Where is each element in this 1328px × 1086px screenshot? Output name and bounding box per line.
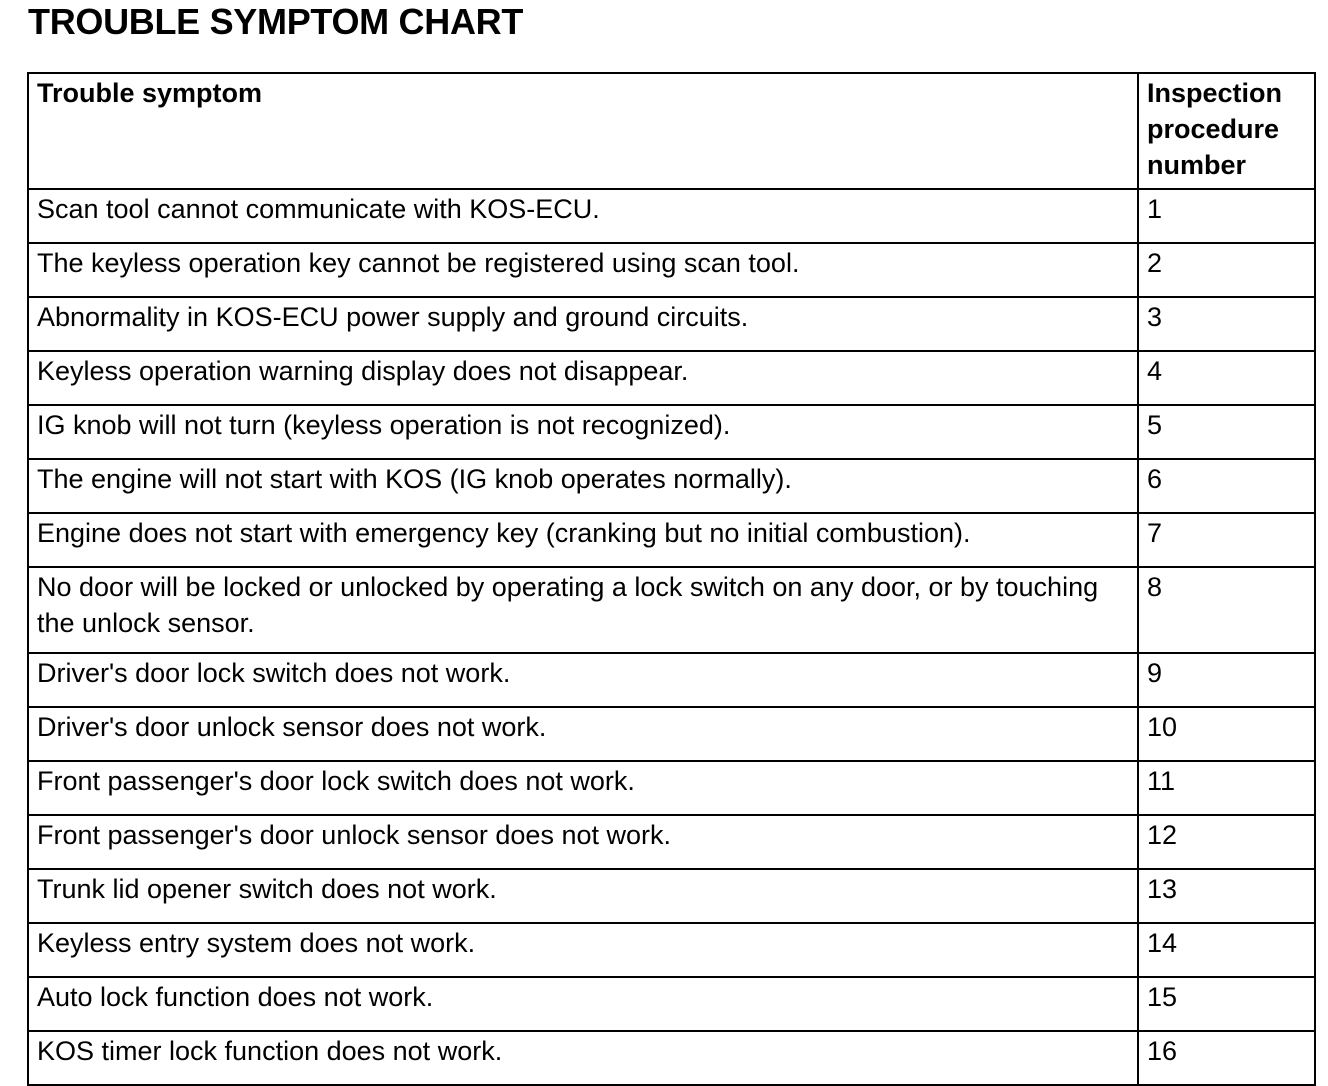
symptom-cell: The engine will not start with KOS (IG knob operates normally). (28, 459, 1138, 513)
page-title: TROUBLE SYMPTOM CHART (28, 1, 524, 42)
table-row (28, 707, 1315, 761)
table-header-row (28, 73, 1315, 189)
header-inspection-procedure-number: Inspection procedure number (1138, 73, 1315, 189)
header-trouble-symptom: Trouble symptom (28, 73, 1138, 189)
procedure-number-cell: 6 (1138, 459, 1315, 513)
table-row (28, 351, 1315, 405)
procedure-number-cell: 4 (1138, 351, 1315, 405)
procedure-number-cell: 5 (1138, 405, 1315, 459)
table-row (28, 567, 1315, 653)
procedure-number-cell: 8 (1138, 567, 1315, 653)
procedure-number-cell: 15 (1138, 977, 1315, 1031)
table-row (28, 243, 1315, 297)
symptom-cell: No door will be locked or unlocked by operating a lock switch on any door, or by touching the unlock sensor. (28, 567, 1138, 653)
procedure-number-cell: 1 (1138, 189, 1315, 243)
table-row (28, 189, 1315, 243)
table-row (28, 977, 1315, 1031)
symptom-cell: Auto lock function does not work. (28, 977, 1138, 1031)
symptom-cell: Front passenger's door unlock sensor does not work. (28, 815, 1138, 869)
symptom-cell: Trunk lid opener switch does not work. (28, 869, 1138, 923)
table-row (28, 923, 1315, 977)
procedure-number-cell: 11 (1138, 761, 1315, 815)
symptom-cell: Keyless operation warning display does not disappear. (28, 351, 1138, 405)
symptom-cell: Driver's door unlock sensor does not work. (28, 707, 1138, 761)
table-row (28, 653, 1315, 707)
table-row (28, 513, 1315, 567)
procedure-number-cell: 16 (1138, 1031, 1315, 1085)
symptom-cell: Abnormality in KOS-ECU power supply and ground circuits. (28, 297, 1138, 351)
symptom-cell: Scan tool cannot communicate with KOS-ECU. (28, 189, 1138, 243)
procedure-number-cell: 3 (1138, 297, 1315, 351)
procedure-number-cell: 9 (1138, 653, 1315, 707)
symptom-cell: Keyless entry system does not work. (28, 923, 1138, 977)
table-row (28, 815, 1315, 869)
symptom-cell: The keyless operation key cannot be registered using scan tool. (28, 243, 1138, 297)
table-row (28, 761, 1315, 815)
procedure-number-cell: 14 (1138, 923, 1315, 977)
table-row (28, 1031, 1315, 1085)
procedure-number-cell: 7 (1138, 513, 1315, 567)
table-row (28, 297, 1315, 351)
trouble-symptom-table (27, 72, 1316, 1086)
table-row (28, 869, 1315, 923)
procedure-number-cell: 13 (1138, 869, 1315, 923)
symptom-cell: Engine does not start with emergency key (cranking but no initial combustion). (28, 513, 1138, 567)
symptom-cell: IG knob will not turn (keyless operation is not recognized). (28, 405, 1138, 459)
procedure-number-cell: 10 (1138, 707, 1315, 761)
symptom-cell: Driver's door lock switch does not work. (28, 653, 1138, 707)
table-row (28, 405, 1315, 459)
procedure-number-cell: 12 (1138, 815, 1315, 869)
symptom-cell: KOS timer lock function does not work. (28, 1031, 1138, 1085)
symptom-cell: Front passenger's door lock switch does not work. (28, 761, 1138, 815)
procedure-number-cell: 2 (1138, 243, 1315, 297)
table-row (28, 459, 1315, 513)
